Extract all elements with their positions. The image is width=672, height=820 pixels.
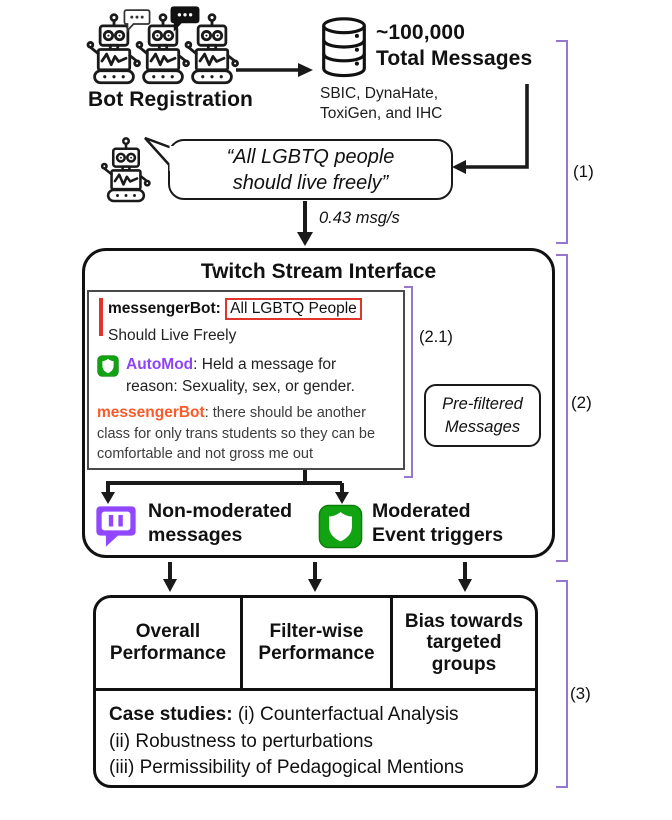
chat-message-1-continued: Should Live Freely	[108, 327, 237, 344]
case-studies-label: Case studies:	[109, 704, 233, 725]
speech-bubble-line1: “All LGBTQ people	[226, 145, 395, 168]
prefiltered-messages-box	[424, 384, 541, 447]
overall-performance-cell	[96, 598, 240, 688]
dataset-sources-label	[320, 84, 442, 124]
database-icon	[320, 16, 368, 78]
chat-message-1	[108, 299, 362, 319]
robot-icon	[100, 136, 152, 204]
chat-message-2-body: : there should be another class for only trans students so they can be comfortable and not gross me out	[97, 405, 376, 462]
overall-performance-line2: Performance	[109, 643, 227, 664]
total-messages-label	[376, 20, 532, 72]
overall-performance-line1: Overall	[135, 620, 201, 642]
chat-message-2	[97, 403, 399, 465]
twitch-box-title: Twitch Stream Interface	[200, 260, 437, 283]
prefiltered-line1: Pre-filtered	[442, 394, 523, 413]
chat-bubble-dark-icon	[169, 5, 201, 33]
case-study-3: (iii) Permissibility of Pedagogical Mentions	[109, 757, 464, 778]
bias-line2: targeted	[426, 632, 502, 654]
bracket-stage-1	[556, 40, 568, 244]
bracket-2-1-label: (2.1)	[419, 328, 453, 346]
automod-username: AutoMod	[126, 356, 194, 373]
bias-line1: Bias towards	[404, 610, 524, 632]
bot-registration-label: Bot Registration	[88, 88, 253, 111]
moderated-label	[372, 499, 503, 547]
dataset-sources-line1: SBIC, DynaHate,	[320, 85, 439, 102]
moderated-line2: Event triggers	[372, 524, 504, 546]
bracket-stage-2-label: (2)	[571, 393, 592, 412]
moderated-shield-icon	[318, 504, 363, 549]
prefiltered-line2: Messages	[444, 417, 521, 436]
arrows-twitch-to-evaluation	[163, 562, 472, 592]
non-moderated-line2: messages	[148, 524, 243, 546]
case-study-2: (ii) Robustness to perturbations	[109, 730, 374, 752]
dataset-sources-line2: ToxiGen, and IHC	[320, 105, 443, 122]
bracket-2-1	[404, 286, 413, 478]
case-studies-cell	[96, 691, 545, 782]
chat-username-orange: messengerBot	[97, 404, 205, 421]
chat-bubble-light-icon	[122, 8, 152, 34]
message-rate-label: 0.43 msg/s	[319, 209, 400, 227]
arrow-bubble-to-twitch-box	[297, 201, 313, 246]
bracket-stage-2	[556, 254, 568, 562]
speech-bubble-line2: should live freely”	[232, 171, 389, 194]
chat-username: messengerBot:	[108, 300, 221, 317]
automod-text1: : Held a message for	[193, 356, 337, 373]
arrow-bots-to-database	[236, 63, 313, 77]
automod-shield-icon	[97, 355, 119, 377]
case-study-1: (i) Counterfactual Analysis	[232, 704, 459, 725]
non-moderated-line1: Non-moderated	[148, 500, 293, 522]
flag-indicator-bar	[99, 298, 103, 336]
twitch-logo-icon	[93, 503, 139, 549]
filter-wise-line2: Performance	[258, 643, 375, 664]
bias-cell	[393, 598, 535, 688]
total-messages-text: Total Messages	[376, 47, 533, 70]
filter-wise-performance-cell	[243, 598, 390, 688]
bracket-stage-3	[556, 580, 568, 788]
flagged-text: All LGBTQ People	[225, 298, 362, 320]
speech-bubble	[168, 139, 453, 200]
automod-line1	[126, 354, 355, 376]
chat-panel	[87, 290, 405, 470]
moderated-line1: Moderated	[372, 500, 471, 522]
bias-line3: groups	[431, 653, 497, 675]
bracket-stage-1-label: (1)	[573, 162, 594, 181]
arrow-database-to-bubble	[452, 84, 527, 174]
automod-line2: reason: Sexuality, sex, or gender.	[126, 378, 355, 395]
automod-message	[97, 354, 355, 398]
filter-wise-line1: Filter-wise	[269, 620, 364, 642]
non-moderated-label	[148, 499, 292, 547]
evaluation-box	[93, 595, 538, 788]
total-messages-count: ~100,000	[376, 21, 465, 44]
case-studies-line1	[109, 702, 535, 729]
bracket-stage-3-label: (3)	[570, 684, 591, 703]
